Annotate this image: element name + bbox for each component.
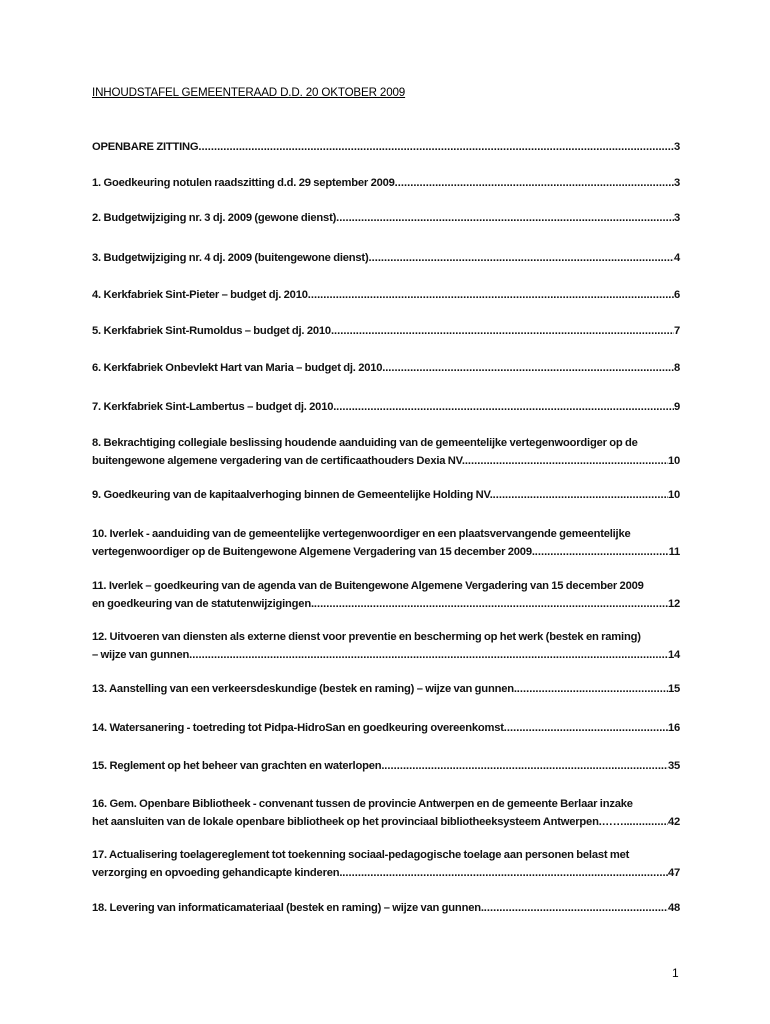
toc-page-number: 16 xyxy=(667,722,680,734)
dot-leader xyxy=(517,680,668,698)
toc-page-number: 7 xyxy=(673,325,680,337)
dot-leader xyxy=(384,757,668,775)
dot-leader xyxy=(314,595,668,613)
dot-leader xyxy=(395,174,674,192)
toc-entry-line xyxy=(92,719,680,737)
toc-page-number: 11 xyxy=(668,546,680,558)
toc-entry xyxy=(92,286,680,304)
toc-entry xyxy=(92,359,680,377)
dot-leader xyxy=(369,249,674,267)
toc-entry xyxy=(92,680,680,698)
dot-leader xyxy=(504,719,668,737)
page-title: INHOUDSTAFEL GEMEENTERAAD D.D. 20 OKTOBER 2009 xyxy=(92,86,406,99)
dot-leader xyxy=(331,322,674,340)
toc-page-number: 10 xyxy=(667,455,680,467)
toc-entry-text: 6. Kerkfabriek Onbevlekt Hart van Maria – budget dj. 2010. xyxy=(92,362,386,374)
page-number: 1 xyxy=(672,966,679,980)
toc-page-number: 48 xyxy=(667,902,680,914)
toc-entry-text: het aansluiten van de lokale openbare bibliotheek op het provinciaal bibliotheeksysteem Antwerpen.…….. xyxy=(92,816,630,828)
toc-page-number: 3 xyxy=(673,212,680,224)
toc-entry-line xyxy=(92,595,680,613)
dot-leader xyxy=(336,398,674,416)
toc-entry-text: 16. Gem. Openbare Bibliotheek - convenant tussen de provincie Antwerpen en de gemeente Berlaar inzake xyxy=(92,798,633,810)
toc-page-number: 35 xyxy=(667,760,680,772)
toc-entry-text: 4. Kerkfabriek Sint-Pieter – budget dj. 2010 xyxy=(92,289,308,301)
toc-entry-text: 13. Aanstelling van een verkeersdeskundige (bestek en raming) – wijze van gunnen. xyxy=(92,683,517,695)
toc-entry xyxy=(92,846,680,882)
toc-entry-line xyxy=(92,138,680,156)
toc-entry-text: 1. Goedkeuring notulen raadszitting d.d. 29 september 2009 xyxy=(92,177,395,189)
toc-entry xyxy=(92,795,680,831)
dot-leader xyxy=(484,899,668,917)
dot-leader xyxy=(198,138,674,156)
dot-leader xyxy=(336,209,674,227)
dot-leader xyxy=(535,543,669,561)
toc-entry-line xyxy=(92,486,680,504)
toc-page-number: 4 xyxy=(673,252,680,264)
toc-entry-line xyxy=(92,899,680,917)
toc-entry-text: verzorging en opvoeding gehandicapte kinderen. xyxy=(92,867,343,879)
toc-entry-line xyxy=(92,209,680,227)
toc-entry xyxy=(92,525,680,561)
toc-entry-text: 17. Actualisering toelagereglement tot toekenning sociaal-pedagogische toelage aan personen belast met xyxy=(92,849,630,861)
toc-entry-text: 8. Bekrachtiging collegiale beslissing houdende aanduiding van de gemeentelijke vertegenwoordiger op de xyxy=(92,437,638,449)
dot-leader xyxy=(308,286,674,304)
dot-leader xyxy=(465,452,668,470)
toc-entry-text: OPENBARE ZITTING xyxy=(92,141,199,153)
toc-entry-line xyxy=(92,757,680,775)
toc-entry-text: 10. Iverlek - aanduiding van de gemeentelijke vertegenwoordiger en een plaatsvervangende gemeentelijke xyxy=(92,528,631,540)
toc-page-number: 15 xyxy=(667,683,680,695)
toc-entry-text: vertegenwoordiger op de Buitengewone Algemene Vergadering van 15 december 2009. xyxy=(92,546,535,558)
toc-entry-line xyxy=(92,286,680,304)
toc-entry-line xyxy=(92,322,680,340)
toc-entry xyxy=(92,138,680,156)
toc-entry xyxy=(92,434,680,470)
toc-entry xyxy=(92,174,680,192)
toc-page-number: 10 xyxy=(667,489,680,501)
toc-entry-line xyxy=(92,452,680,470)
toc-entry-line xyxy=(92,359,680,377)
toc-entry-line xyxy=(92,249,680,267)
toc-entry-line xyxy=(92,646,680,664)
toc-entry xyxy=(92,757,680,775)
toc-entry-line xyxy=(92,813,680,831)
toc-entry-text: 12. Uitvoeren van diensten als externe dienst voor preventie en bescherming op het werk (bestek en raming) xyxy=(92,631,641,643)
toc-entry-text: buitengewone algemene vergadering van de certificaathouders Dexia NV. xyxy=(92,455,465,467)
toc-entry xyxy=(92,322,680,340)
dot-leader xyxy=(629,813,668,831)
toc-entry-text: en goedkeuring van de statutenwijzigingen. xyxy=(92,598,314,610)
toc-entry-line xyxy=(92,680,680,698)
dot-leader xyxy=(342,864,668,882)
toc-entry xyxy=(92,486,680,504)
toc-entry-text: 2. Budgetwijziging nr. 3 dj. 2009 (gewone dienst) xyxy=(92,212,337,224)
toc-entry-text: 5. Kerkfabriek Sint-Rumoldus – budget dj. 2010 xyxy=(92,325,331,337)
toc-page-number: 9 xyxy=(673,401,680,413)
toc-entry-line xyxy=(92,398,680,416)
toc-entry-text: 11. Iverlek – goedkeuring van de agenda van de Buitengewone Algemene Vergadering van 15 december 2009 xyxy=(92,580,644,592)
toc-page-number: 14 xyxy=(667,649,680,661)
toc-entry-text: 14. Watersanering - toetreding tot Pidpa-HidroSan en goedkeuring overeenkomst xyxy=(92,722,504,734)
toc-entry xyxy=(92,398,680,416)
toc-entry-text: – wijze van gunnen xyxy=(92,649,190,661)
toc-entry-text: 9. Goedkeuring van de kapitaalverhoging binnen de Gemeentelijke Holding NV. xyxy=(92,489,493,501)
toc-entry-text: 7. Kerkfabriek Sint-Lambertus – budget dj. 2010. xyxy=(92,401,337,413)
toc-entry-text: 18. Levering van informaticamateriaal (bestek en raming) – wijze van gunnen. xyxy=(92,902,484,914)
toc-page-number: 8 xyxy=(673,362,680,374)
toc-page-number: 3 xyxy=(673,177,680,189)
dot-leader xyxy=(385,359,674,377)
toc-entry-text: 3. Budgetwijziging nr. 4 dj. 2009 (buitengewone dienst) xyxy=(92,252,369,264)
toc-entry-line xyxy=(92,864,680,882)
toc-page-number: 42 xyxy=(667,816,680,828)
toc-entry-line xyxy=(92,543,680,561)
dot-leader xyxy=(493,486,668,504)
toc-entry xyxy=(92,249,680,267)
toc-page-number: 3 xyxy=(673,141,680,153)
dot-leader xyxy=(189,646,668,664)
toc-entry xyxy=(92,628,680,664)
toc-entry xyxy=(92,719,680,737)
toc-page-number: 47 xyxy=(667,867,680,879)
toc-entry xyxy=(92,209,680,227)
toc-page-number: 6 xyxy=(673,289,680,301)
toc-page-number: 12 xyxy=(667,598,680,610)
toc-entry-line xyxy=(92,174,680,192)
toc-entry xyxy=(92,899,680,917)
toc-entry xyxy=(92,577,680,613)
toc-entry-text: 15. Reglement op het beheer van grachten en waterlopen. xyxy=(92,760,385,772)
